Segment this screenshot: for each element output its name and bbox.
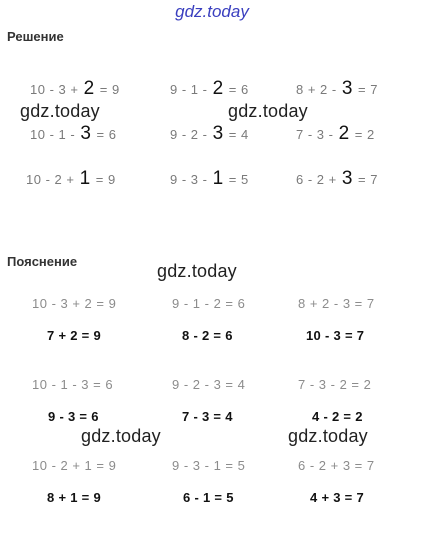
equation-left: 10 - 1 - xyxy=(30,127,76,142)
solution-equation xyxy=(296,123,375,145)
explanation-equation: 9 - 1 - 2 = 6 xyxy=(172,296,246,311)
equation-left: 10 - 2 + xyxy=(26,172,75,187)
check-equation: 9 - 3 = 6 xyxy=(48,409,99,424)
explanation-equation: 7 - 3 - 2 = 2 xyxy=(298,377,372,392)
equation-right: = 7 xyxy=(358,172,378,187)
equation-right: = 5 xyxy=(228,172,249,187)
explanation-equation: 6 - 2 + 3 = 7 xyxy=(298,458,375,473)
check-equation: 10 - 3 = 7 xyxy=(306,328,365,343)
watermark: gdz.today xyxy=(228,101,308,121)
equation-left: 8 + 2 - xyxy=(296,82,337,97)
watermark: gdz.today xyxy=(288,426,368,446)
check-equation: 4 + 3 = 7 xyxy=(310,490,365,505)
equation-left: 6 - 2 + xyxy=(296,172,337,187)
explanation-equation: 9 - 2 - 3 = 4 xyxy=(172,377,246,392)
explanation-equation: 10 - 1 - 3 = 6 xyxy=(32,377,114,392)
explanation-equation: 8 + 2 - 3 = 7 xyxy=(298,296,375,311)
equation-left: 9 - 2 - xyxy=(170,127,208,142)
watermark: gdz.today xyxy=(20,101,100,121)
equation-right: = 7 xyxy=(358,82,378,97)
site-watermark-top: gdz.today xyxy=(175,2,249,21)
check-equation: 4 - 2 = 2 xyxy=(312,409,363,424)
watermark: gdz.today xyxy=(81,426,161,446)
equation-left: 9 - 1 - xyxy=(170,82,208,97)
check-equation: 6 - 1 = 5 xyxy=(183,490,234,505)
solution-equation xyxy=(170,123,249,145)
answer-digit: 3 xyxy=(341,78,353,99)
equation-right: = 2 xyxy=(354,127,375,142)
answer-digit: 2 xyxy=(83,78,95,99)
answer-digit: 2 xyxy=(338,123,350,144)
solution-equation xyxy=(170,78,249,100)
answer-digit: 3 xyxy=(80,123,92,144)
equation-right: = 9 xyxy=(99,82,120,97)
answer-digit: 3 xyxy=(341,168,353,189)
answer-digit: 1 xyxy=(212,168,224,189)
solution-equation xyxy=(30,78,120,100)
watermark: gdz.today xyxy=(157,261,237,281)
solution-equation xyxy=(30,123,116,145)
equation-right: = 9 xyxy=(95,172,116,187)
check-equation: 8 - 2 = 6 xyxy=(182,328,233,343)
solution-heading: Решение xyxy=(7,29,64,44)
check-equation: 7 + 2 = 9 xyxy=(47,328,102,343)
check-equation: 8 + 1 = 9 xyxy=(47,490,102,505)
equation-left: 7 - 3 - xyxy=(296,127,334,142)
explanation-equation: 10 - 2 + 1 = 9 xyxy=(32,458,117,473)
explanation-equation: 10 - 3 + 2 = 9 xyxy=(32,296,117,311)
answer-digit: 2 xyxy=(212,78,224,99)
solution-equation xyxy=(26,168,116,190)
explanation-equation: 9 - 3 - 1 = 5 xyxy=(172,458,246,473)
equation-right: = 6 xyxy=(228,82,249,97)
answer-digit: 3 xyxy=(212,123,224,144)
solution-equation xyxy=(296,78,378,100)
check-equation: 7 - 3 = 4 xyxy=(182,409,233,424)
equation-right: = 6 xyxy=(96,127,117,142)
explanation-heading: Пояснение xyxy=(7,254,78,269)
solution-equation xyxy=(296,168,378,190)
equation-left: 10 - 3 + xyxy=(30,82,79,97)
answer-digit: 1 xyxy=(79,168,91,189)
equation-left: 9 - 3 - xyxy=(170,172,208,187)
equation-right: = 4 xyxy=(228,127,249,142)
solution-equation xyxy=(170,168,249,190)
